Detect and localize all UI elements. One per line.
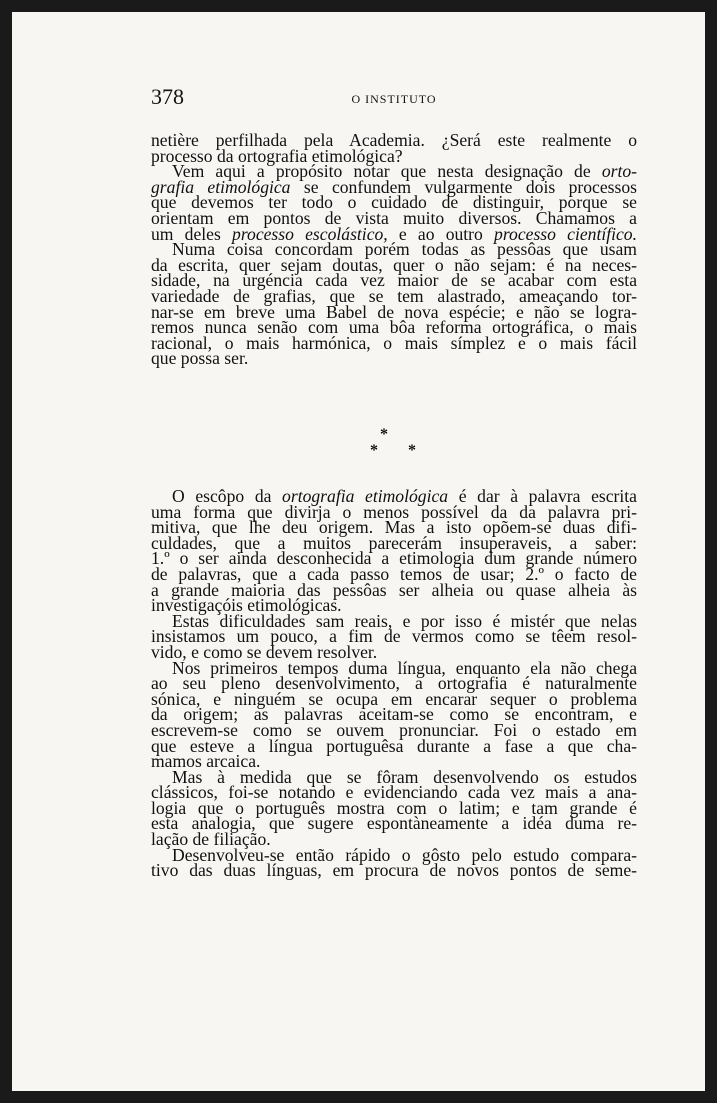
book-page: [12, 12, 705, 1091]
line-text: Nos primeiros tempos duma língua, enquanto ela não chega: [172, 657, 637, 678]
line-text: Numa coisa concordam porém todas as pessôas que usam: [172, 239, 637, 260]
section-separator: [151, 426, 637, 462]
line-text: mitiva, que lhe deu origem. Mas a isto opõem-se duas difi-: [151, 517, 637, 538]
line-text: esta analogia, que sugere espontàneamente a idéa duma re-: [151, 813, 637, 834]
line-text: tivo das duas línguas, em procura de novos pontos de seme-: [151, 860, 637, 881]
line-text: clássicos, foi-se notando e evidenciando cada vez mais a ana-: [151, 782, 637, 803]
line-text: Desenvolveu-se então rápido o gôsto pelo estudo compara-: [172, 844, 637, 865]
line-text: sónica, e ninguém se ocupa em encarar sequer o problema: [151, 688, 637, 709]
line-text: racional, o mais harmónica, o mais símplez e o mais fácil: [151, 332, 637, 353]
line-text: Vem aqui a propósito notar que nesta designação de orto-: [172, 161, 637, 182]
line-text: que devemos ter todo o cuidado de distinguir, porque se: [151, 192, 637, 213]
line-text: netière perfilhada pela Academia. ¿Será este realmente o: [151, 130, 637, 150]
line-text: logia que o português mostra com o latim; e tam grande é: [151, 797, 637, 818]
text-line: [151, 860, 637, 881]
paragraphs-section-1: [151, 130, 637, 369]
page-number: 378: [151, 84, 184, 109]
star-top: *: [380, 426, 388, 443]
line-text: Mas à medida que se fôram desenvolvendo os estudos: [172, 766, 637, 787]
line-text: orientam em pontos de vista muito diversos. Chamamos a: [151, 207, 637, 228]
line-text: nar-se em breve uma Babel de nova espécie; e não se logra-: [151, 301, 637, 322]
line-text: da escrita, quer sejam doutas, quer o não sejam: é na neces-: [151, 254, 637, 275]
line-text: insistamos um pouco, a fim de vermos como se têem resol-: [151, 626, 637, 647]
star-right: *: [408, 442, 416, 459]
line-text: culdades, que a muitos parecerám insuperaveis, a saber:: [151, 532, 637, 553]
line-text: sidade, na urgéncia cada vez maior de se acabar com esta: [151, 270, 637, 291]
running-title: O INSTITUTO: [351, 92, 437, 106]
line-text: mamos arcaica.: [151, 751, 261, 772]
page-header: [151, 84, 637, 114]
line-text: O escôpo da ortografia etimológica é dar à palavra escrita: [172, 486, 637, 506]
line-text: remos nunca senão com uma bôa reforma ortográfica, o mais: [151, 317, 637, 338]
line-text: de palavras, que a cada passo temos de usar; 2.º o facto de: [151, 563, 637, 584]
line-text: um deles processo escolástico, e ao outro processo científico.: [151, 223, 637, 244]
text-line: [151, 348, 637, 369]
line-text: Estas dificuldades sam reais, e por isso é mistér que nelas: [172, 610, 637, 631]
line-text: ao seu pleno desenvolvimento, a ortografia é naturalmente: [151, 673, 637, 694]
line-text: 1.º o ser ainda desconhecida a etimologia dum grande número: [151, 548, 637, 569]
line-text: da origem; as palavras aceitam-se como se encontram, e: [151, 704, 637, 725]
line-text: lação de filiação.: [151, 829, 271, 850]
paragraphs-section-2: [151, 486, 637, 881]
line-text: que esteve a língua portuguêsa durante a fase a que cha-: [151, 735, 637, 756]
line-text: vido, e como se devem resolver.: [151, 641, 378, 662]
line-text: variedade de grafias, que se tem alastrado, ameaçando tor-: [151, 285, 637, 306]
line-text: a grande maioria das pessôas ser alheia ou quase alheia às: [151, 579, 637, 600]
star-left: *: [370, 442, 378, 459]
line-text: escrevem-se como se ouvem pronunciar. Foi o estado em: [151, 719, 637, 740]
line-text: processo da ortografia etimológica?: [151, 145, 403, 166]
line-text: uma forma que divirja o menos possível da da palavra pri-: [151, 501, 637, 522]
line-text: que possa ser.: [151, 348, 249, 369]
line-text: investigaçóis etimológicas.: [151, 595, 342, 616]
line-text: grafia etimológica se confundem vulgarmente dois processos: [151, 176, 637, 197]
